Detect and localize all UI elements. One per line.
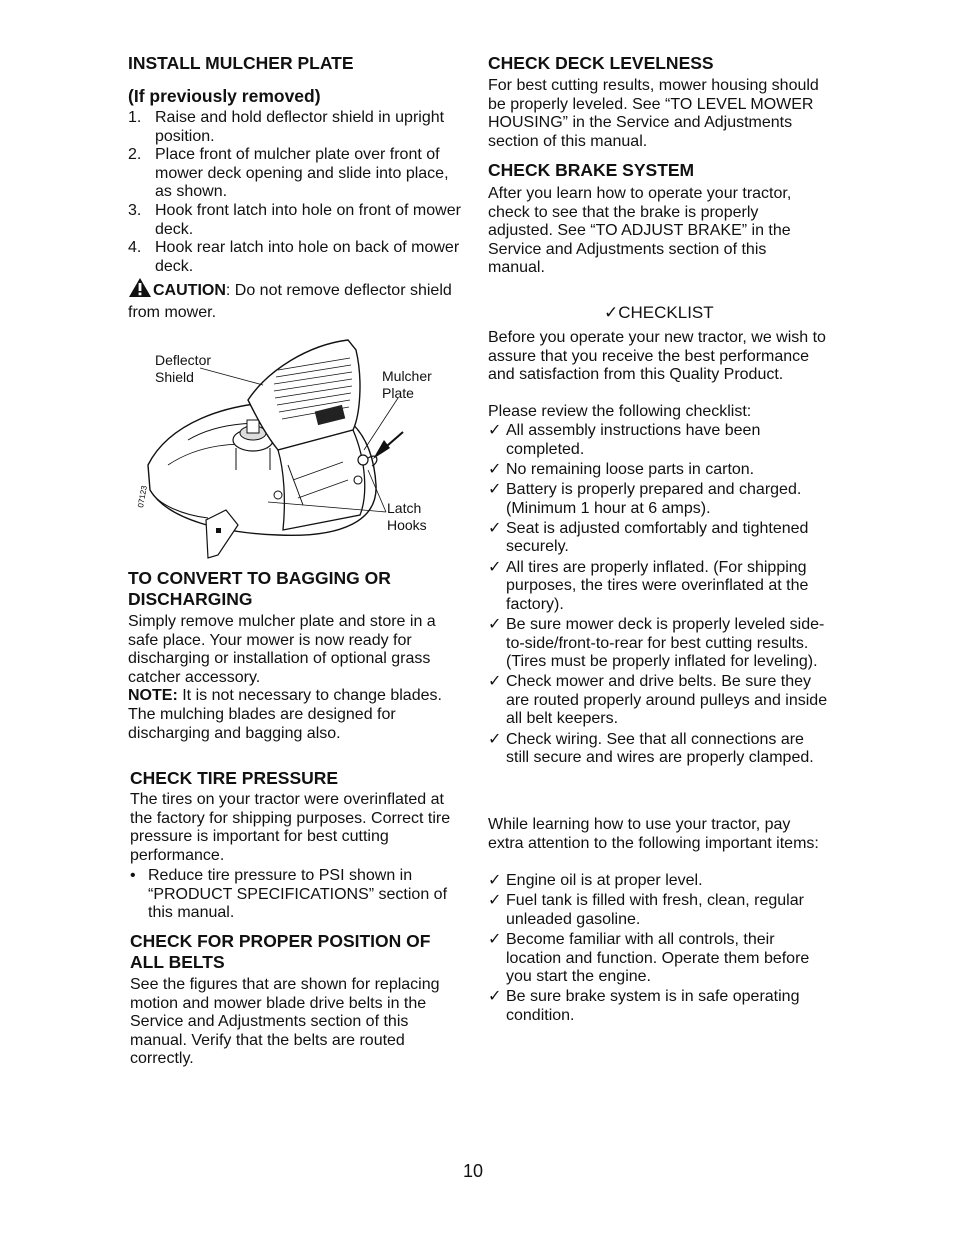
- checklist-item: ✓ Check mower and drive belts. Be sure they are routed properly around pulleys and inside all belt keepers.: [488, 673, 828, 728]
- checkmark-icon: ✓: [488, 519, 502, 537]
- install-step: 4. Hook rear latch into hole on back of mower deck.: [128, 239, 460, 275]
- checkmark-icon: ✓: [488, 480, 502, 498]
- checklist-item: ✓ Check wiring. See that all connections are still secure and wires are properly clamped.: [488, 730, 814, 767]
- convert-text: Simply remove mulcher plate and store in a safe place. Your mower is now ready for discharging or installation of optional grass catcher accessory. NOTE: It is not necessary to change blades. The mulching blades are designed for discharging and bagging also.: [128, 613, 442, 742]
- install-step: 2. Place front of mulcher plate over front of mower deck opening and slide into place, as shown.: [128, 146, 449, 201]
- checklist-item: ✓ All assembly instructions have been completed.: [488, 422, 761, 458]
- checkmark-icon: ✓: [488, 673, 502, 691]
- install-step: 1. Raise and hold deflector shield in upright position.: [128, 109, 445, 145]
- tire-pressure-title: CHECK TIRE PRESSURE: [130, 768, 339, 788]
- checklist-title: ✓CHECKLIST: [604, 303, 714, 322]
- label-mulcher-plate: Mulcher Plate: [382, 368, 432, 401]
- label-latch-hooks: Latch Hooks: [387, 500, 427, 533]
- checklist-item: ✓ All tires are properly inflated. (For shipping purposes, the tires were overinflated at the factory).: [488, 558, 809, 613]
- checkmark-icon: ✓: [488, 872, 502, 889]
- checkmark-icon: ✓: [488, 892, 502, 910]
- warning-triangle-icon: [128, 277, 152, 304]
- figure-code: 07123: [136, 484, 149, 509]
- install-mulcher-title: INSTALL MULCHER PLATE: [128, 53, 354, 73]
- checkmark-icon: ✓: [488, 558, 502, 576]
- checklist-item: ✓ Be sure mower deck is properly leveled side-to-side/front-to-rear for best cutting results. (Tires must be properly inflated for leveling).: [488, 615, 825, 671]
- checklist-items-important: [488, 872, 828, 1027]
- checkmark-icon: ✓: [488, 930, 502, 948]
- checkmark-icon: ✓: [488, 460, 502, 478]
- checklist-intro: Before you operate your new tractor, we wish to assure that you receive the best performance and satisfaction from this Quality Product.: [488, 329, 826, 384]
- checkmark-icon: ✓: [604, 303, 619, 322]
- tire-pressure-bullets: [130, 867, 464, 923]
- brake-system-text: After you learn how to operate your tractor, check to see that the brake is properly adjusted. See “TO ADJUST BRAKE” in the Service and Adjustments section of this manual.: [488, 185, 792, 277]
- checklist-item: ✓ Seat is adjusted comfortably and tightened securely.: [488, 519, 809, 556]
- caution-note: CAUTION: Do not remove deflector shield from mower.: [128, 277, 458, 322]
- checklist-item: ✓ Be sure brake system is in safe operating condition.: [488, 988, 800, 1024]
- label-deflector-shield: Deflector Shield: [155, 352, 212, 385]
- checkmark-icon: ✓: [488, 988, 502, 1006]
- checklist-item: ✓ No remaining loose parts in carton.: [488, 460, 755, 478]
- list-item: • Reduce tire pressure to PSI shown in “PRODUCT SPECIFICATIONS” section of this manual.: [130, 867, 448, 922]
- belts-title: CHECK FOR PROPER POSITION OF ALL BELTS: [130, 931, 431, 972]
- brake-system-title: CHECK BRAKE SYSTEM: [488, 160, 695, 180]
- mulcher-plate-figure: [128, 330, 468, 565]
- checklist-item: ✓ Engine oil is at proper level.: [488, 872, 703, 889]
- left-column: [128, 0, 468, 321]
- checkmark-icon: ✓: [488, 422, 502, 439]
- checklist-items: [488, 422, 828, 769]
- checklist-while: While learning how to use your tractor, pay extra attention to the following important items:: [488, 816, 819, 852]
- checklist-review: Please review the following checklist:: [488, 403, 752, 420]
- checklist-item: ✓ Fuel tank is filled with fresh, clean, regular unleaded gasoline.: [488, 892, 804, 928]
- page-number: 10: [463, 1161, 484, 1181]
- install-step: 3. Hook front latch into hole on front of mower deck.: [128, 201, 461, 238]
- checklist-item: ✓ Become familiar with all controls, their location and function. Operate them before you start the engine.: [488, 930, 810, 986]
- tire-pressure-text: The tires on your tractor were overinflated at the factory for shipping purposes. Correct tire pressure is important for best cutting performance.: [130, 791, 451, 864]
- deck-levelness-text: For best cutting results, mower housing should be properly leveled. See “TO LEVEL MOWER HOUSING” in the Service and Adjustments section of this manual.: [488, 77, 819, 150]
- install-mulcher-subtitle: (If previously removed): [128, 86, 321, 106]
- install-steps: [128, 109, 468, 276]
- checkmark-icon: ✓: [488, 730, 502, 748]
- checkmark-icon: ✓: [488, 615, 502, 633]
- checklist-item: ✓ Battery is properly prepared and charged. (Minimum 1 hour at 6 amps).: [488, 480, 802, 517]
- belts-text: See the figures that are shown for replacing motion and mower blade drive belts in the Service and Adjustments section of this manual. Verify that the belts are routed correctly.: [130, 976, 440, 1068]
- deck-levelness-title: CHECK DECK LEVELNESS: [488, 53, 714, 73]
- convert-title: TO CONVERT TO BAGGING OR DISCHARGING: [128, 568, 391, 609]
